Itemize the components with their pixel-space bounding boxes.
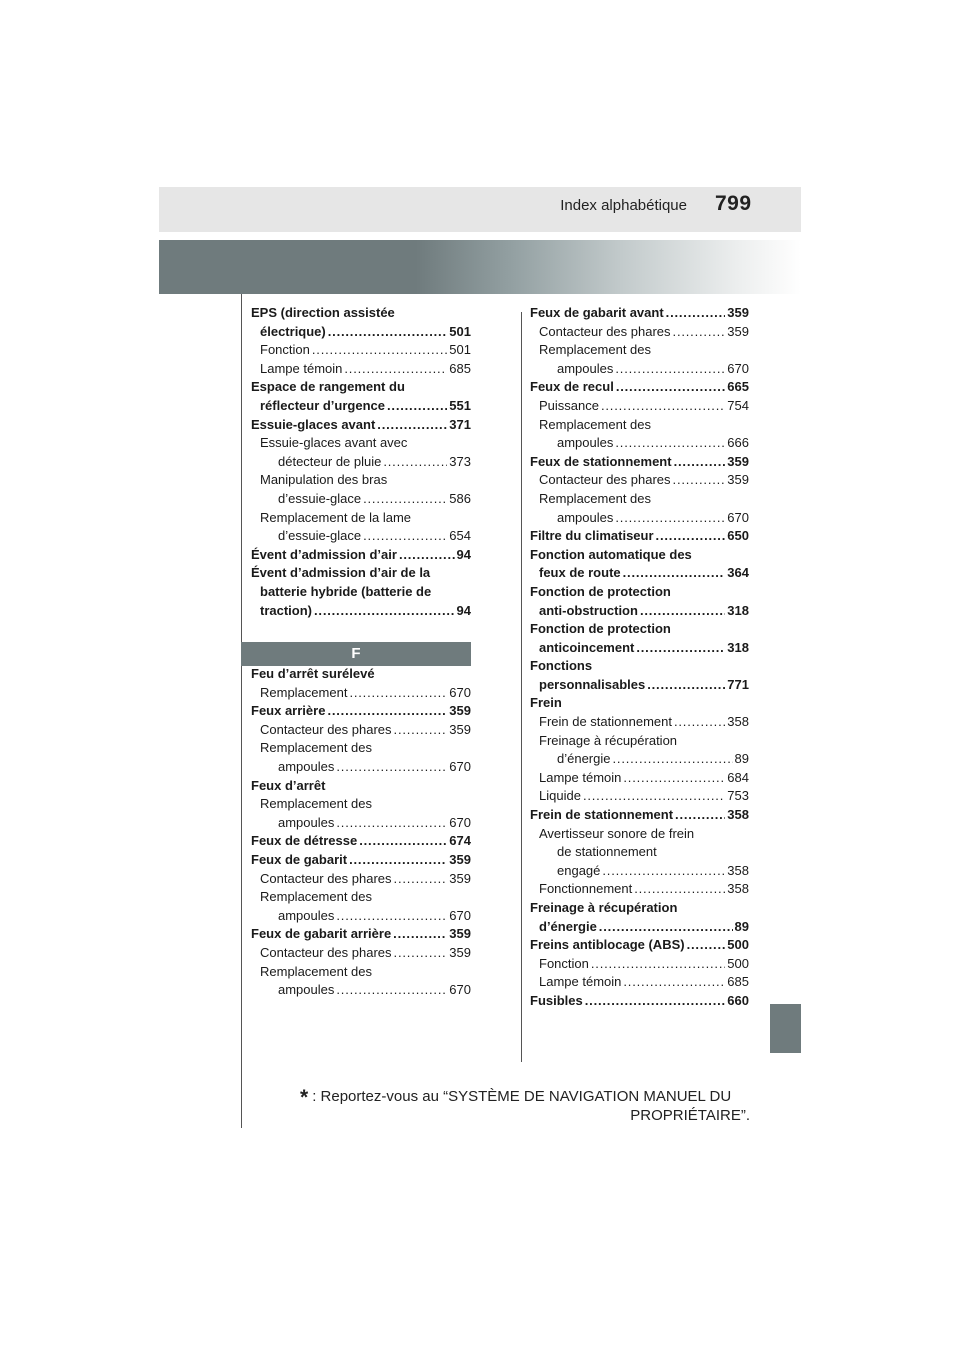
index-entry bbox=[530, 657, 749, 676]
index-entry bbox=[530, 378, 749, 397]
index-entry-term: Lampe témoin bbox=[539, 769, 622, 785]
index-entry-term: d’essuie-glace bbox=[278, 490, 362, 506]
index-entry-term: Remplacement bbox=[260, 684, 348, 700]
index-entry bbox=[530, 694, 749, 713]
index-entry-term: Remplacement de la lame bbox=[260, 509, 412, 525]
index-entry bbox=[530, 955, 749, 974]
index-entry-term: Contacteur des phares bbox=[539, 472, 671, 488]
index-entry-page: 358 bbox=[727, 714, 749, 730]
index-entry-term: Évent d’admission d’air de la bbox=[251, 565, 431, 581]
dot-leader bbox=[636, 639, 725, 658]
index-entry-term: Fusibles bbox=[530, 992, 583, 1008]
index-entry-term: personnalisables bbox=[539, 676, 646, 692]
dot-leader bbox=[666, 304, 726, 323]
index-entry bbox=[530, 360, 749, 379]
index-entry bbox=[530, 918, 749, 937]
dot-leader bbox=[616, 378, 725, 397]
index-entry-page: 771 bbox=[727, 676, 749, 692]
index-entry-term: Essuie-glaces avant avec bbox=[260, 435, 408, 451]
index-entry-term: détecteur de pluie bbox=[278, 453, 382, 469]
index-entry-term: Fonctions bbox=[530, 658, 593, 674]
header-title: Index alphabétique bbox=[560, 197, 687, 214]
index-entry-term: Contacteur des phares bbox=[260, 944, 392, 960]
index-entry-term: Freinage à récupération bbox=[539, 732, 678, 748]
dot-leader bbox=[349, 684, 447, 703]
index-entry-term: Filtre du climatiseur bbox=[530, 528, 654, 544]
index-entry bbox=[530, 434, 749, 453]
index-entry-term: de stationnement bbox=[557, 844, 657, 860]
index-entry bbox=[530, 564, 749, 583]
index-entry-page: 670 bbox=[727, 360, 749, 376]
index-entry-term: Freinage à récupération bbox=[530, 900, 678, 915]
index-entry-term: Liquide bbox=[539, 788, 581, 804]
page-header bbox=[159, 187, 801, 232]
index-entry bbox=[251, 453, 471, 472]
index-entry bbox=[251, 832, 471, 851]
index-column-right bbox=[530, 304, 750, 1011]
index-entry-page: 359 bbox=[449, 703, 471, 719]
index-entry bbox=[251, 777, 471, 796]
index-entry bbox=[251, 527, 471, 546]
index-entry-term: réflecteur d’urgence bbox=[260, 397, 385, 413]
index-entry-term: ampoules bbox=[278, 982, 335, 998]
index-entry-term: Remplacement des bbox=[539, 342, 651, 358]
dot-leader bbox=[399, 546, 455, 565]
dot-leader bbox=[673, 323, 726, 342]
index-entry-page: 373 bbox=[449, 453, 471, 469]
index-entry bbox=[251, 888, 471, 907]
index-entry-page: 670 bbox=[449, 758, 471, 774]
index-entry bbox=[251, 907, 471, 926]
index-entry-page: 371 bbox=[449, 416, 471, 432]
index-entry-page: 501 bbox=[449, 323, 471, 339]
index-entry-page: 670 bbox=[449, 907, 471, 923]
index-entry-term: Fonction bbox=[260, 342, 310, 358]
index-entry-term: ampoules bbox=[557, 360, 614, 376]
header-gradient-band bbox=[159, 240, 801, 294]
index-entry bbox=[530, 936, 749, 955]
left-margin-rule bbox=[241, 294, 242, 1128]
index-entry-term: Fonction de protection bbox=[530, 583, 671, 599]
index-entry bbox=[530, 825, 749, 844]
index-entry-term: Contacteur des phares bbox=[539, 323, 671, 339]
dot-leader bbox=[585, 992, 726, 1011]
index-entry-page: 660 bbox=[727, 992, 749, 1008]
dot-leader bbox=[647, 676, 725, 695]
index-entry bbox=[251, 702, 471, 721]
dot-leader bbox=[640, 602, 725, 621]
page-number: 799 bbox=[715, 192, 752, 215]
index-entry-page: 358 bbox=[727, 862, 749, 878]
index-entry-page: 364 bbox=[727, 565, 749, 581]
index-entry bbox=[251, 509, 471, 528]
index-entry bbox=[251, 583, 471, 602]
index-entry-page: 551 bbox=[449, 397, 471, 413]
index-entry-page: 94 bbox=[456, 602, 471, 618]
index-entry-term: Fonction automatique des bbox=[530, 546, 692, 562]
index-entry-page: 89 bbox=[734, 751, 749, 767]
dot-leader bbox=[673, 471, 726, 490]
dot-leader bbox=[394, 944, 448, 963]
index-entry-term: Feu d’arrêt surélevé bbox=[251, 666, 375, 681]
index-entry bbox=[530, 602, 749, 621]
dot-leader bbox=[336, 907, 447, 926]
index-entry-term: Freins antiblocage (ABS) bbox=[530, 937, 685, 953]
dot-leader bbox=[377, 416, 447, 435]
index-entry bbox=[530, 509, 749, 528]
index-entry-term: Fonctionnement bbox=[539, 881, 633, 897]
dot-leader bbox=[344, 360, 447, 379]
index-entry-page: 359 bbox=[449, 851, 471, 867]
dot-leader bbox=[363, 527, 447, 546]
index-entry bbox=[251, 360, 471, 379]
index-entry-page: 358 bbox=[727, 807, 749, 823]
index-entry-page: 359 bbox=[727, 323, 749, 339]
index-entry bbox=[251, 434, 471, 453]
dot-leader bbox=[615, 360, 725, 379]
dot-leader bbox=[336, 981, 447, 1000]
index-entry-term: Remplacement des bbox=[260, 796, 372, 812]
index-entry-term: Feux de détresse bbox=[251, 833, 358, 849]
dot-leader bbox=[623, 564, 726, 583]
index-entry bbox=[251, 416, 471, 435]
index-entry-term: ampoules bbox=[557, 435, 614, 451]
index-entry-page: 359 bbox=[727, 305, 749, 320]
dot-leader bbox=[591, 955, 725, 974]
index-entry bbox=[530, 639, 749, 658]
index-entry bbox=[530, 304, 749, 323]
index-entry bbox=[530, 899, 749, 918]
footnote-text-1: : Reportez-vous au “SYSTÈME DE NAVIGATION MANUEL DU bbox=[312, 1088, 732, 1105]
index-entry-term: Remplacement des bbox=[539, 490, 651, 506]
index-entry bbox=[530, 416, 749, 435]
index-entry-term: d’énergie bbox=[557, 751, 611, 767]
index-entry bbox=[530, 397, 749, 416]
index-entry bbox=[530, 676, 749, 695]
index-entry-page: 753 bbox=[727, 788, 749, 804]
index-entry bbox=[530, 806, 749, 825]
index-entry-page: 670 bbox=[449, 684, 471, 700]
index-entry-term: Feux de gabarit avant bbox=[530, 305, 664, 320]
dot-leader bbox=[393, 925, 447, 944]
index-entry-page: 318 bbox=[727, 602, 749, 618]
index-entry-page: 500 bbox=[727, 955, 749, 971]
index-entry-term: Feux arrière bbox=[251, 703, 326, 719]
dot-leader bbox=[583, 787, 725, 806]
index-entry bbox=[251, 397, 471, 416]
index-entry-term: Frein de stationnement bbox=[530, 807, 674, 823]
index-entry-page: 359 bbox=[449, 944, 471, 960]
index-entry bbox=[251, 739, 471, 758]
index-entry bbox=[251, 795, 471, 814]
index-entry-term: ampoules bbox=[278, 907, 335, 923]
dot-leader bbox=[615, 434, 725, 453]
index-entry-term: ampoules bbox=[278, 758, 335, 774]
index-entry bbox=[530, 323, 749, 342]
dot-leader bbox=[394, 870, 448, 889]
index-entry bbox=[251, 490, 471, 509]
dot-leader bbox=[363, 490, 447, 509]
index-entry-term: électrique) bbox=[260, 323, 326, 339]
index-entry bbox=[530, 843, 749, 862]
index-entry bbox=[251, 341, 471, 360]
index-entry bbox=[530, 620, 749, 639]
index-entry bbox=[530, 527, 749, 546]
index-entry bbox=[530, 769, 749, 788]
index-entry-term: d’énergie bbox=[539, 918, 597, 934]
index-entry-page: 654 bbox=[449, 528, 471, 544]
dot-leader bbox=[613, 750, 733, 769]
index-entry-page: 94 bbox=[456, 546, 471, 562]
index-column-left-top bbox=[251, 304, 471, 620]
index-entry bbox=[530, 453, 749, 472]
index-entry-page: 684 bbox=[727, 769, 749, 785]
index-entry bbox=[251, 564, 471, 583]
column-divider bbox=[521, 312, 522, 1062]
dot-leader bbox=[383, 453, 447, 472]
index-entry-page: 358 bbox=[727, 881, 749, 897]
index-entry bbox=[251, 602, 471, 621]
index-entry-page: 359 bbox=[449, 926, 471, 942]
index-entry-term: Évent d’admission d’air bbox=[251, 546, 397, 562]
index-entry-term: feux de route bbox=[539, 565, 621, 581]
footnote-marker: * bbox=[300, 1086, 309, 1109]
index-entry bbox=[251, 963, 471, 982]
index-entry-term: engagé bbox=[557, 862, 601, 878]
index-entry-page: 359 bbox=[449, 721, 471, 737]
index-entry-term: traction) bbox=[260, 602, 312, 618]
index-entry-term: Frein de stationnement bbox=[539, 714, 672, 730]
index-entry-page: 586 bbox=[449, 490, 471, 506]
dot-leader bbox=[314, 602, 455, 621]
index-entry-term: Feux de gabarit arrière bbox=[251, 926, 392, 942]
index-entry bbox=[251, 944, 471, 963]
index-entry-term: Remplacement des bbox=[260, 963, 372, 979]
index-entry-term: anti-obstruction bbox=[539, 602, 638, 618]
index-entry bbox=[251, 981, 471, 1000]
index-entry-page: 501 bbox=[449, 342, 471, 358]
dot-leader bbox=[687, 936, 726, 955]
index-entry-term: Manipulation des bras bbox=[260, 472, 388, 488]
index-entry bbox=[251, 378, 471, 397]
index-entry-page: 359 bbox=[727, 472, 749, 488]
dot-leader bbox=[312, 341, 447, 360]
index-entry-page: 318 bbox=[727, 639, 749, 655]
index-entry bbox=[251, 758, 471, 777]
dot-leader bbox=[602, 862, 725, 881]
index-entry-page: 359 bbox=[449, 870, 471, 886]
index-entry-term: Remplacement des bbox=[260, 889, 372, 905]
index-entry bbox=[530, 732, 749, 751]
chapter-side-tab bbox=[770, 1004, 801, 1053]
dot-leader bbox=[599, 918, 733, 937]
index-entry-term: Contacteur des phares bbox=[260, 870, 392, 886]
index-entry bbox=[530, 787, 749, 806]
index-entry bbox=[530, 583, 749, 602]
index-entry-term: Avertisseur sonore de frein bbox=[539, 825, 695, 841]
index-entry-term: Lampe témoin bbox=[539, 974, 622, 990]
index-entry-page: 665 bbox=[727, 379, 749, 395]
dot-leader bbox=[394, 721, 448, 740]
index-entry bbox=[251, 851, 471, 870]
dot-leader bbox=[623, 973, 725, 992]
index-entry-term: Remplacement des bbox=[260, 740, 372, 756]
index-entry-page: 89 bbox=[734, 918, 749, 934]
index-entry-page: 670 bbox=[449, 982, 471, 998]
index-entry-term: Feux de recul bbox=[530, 379, 614, 395]
index-entry bbox=[530, 973, 749, 992]
index-entry-term: Feux d’arrêt bbox=[251, 777, 326, 793]
index-entry-term: EPS (direction assistée bbox=[251, 305, 395, 320]
index-entry bbox=[530, 490, 749, 509]
index-entry-page: 500 bbox=[727, 937, 749, 953]
index-entry-term: Feux de stationnement bbox=[530, 453, 672, 469]
dot-leader bbox=[675, 806, 725, 825]
index-entry-term: Fonction de protection bbox=[530, 621, 671, 637]
index-entry-page: 674 bbox=[449, 833, 471, 849]
index-entry-term: Remplacement des bbox=[539, 416, 651, 432]
index-entry bbox=[530, 862, 749, 881]
dot-leader bbox=[601, 397, 725, 416]
index-entry bbox=[530, 471, 749, 490]
index-entry bbox=[530, 880, 749, 899]
index-entry bbox=[530, 341, 749, 360]
index-entry-term: Lampe témoin bbox=[260, 360, 343, 376]
index-entry-page: 670 bbox=[449, 814, 471, 830]
index-entry bbox=[530, 992, 749, 1011]
dot-leader bbox=[674, 713, 725, 732]
index-entry-page: 666 bbox=[727, 435, 749, 451]
index-entry-term: anticoincement bbox=[539, 639, 635, 655]
index-entry bbox=[251, 665, 471, 684]
index-entry-term: Feux de gabarit bbox=[251, 851, 348, 867]
index-column-left-bottom bbox=[251, 665, 471, 1000]
index-entry-term: d’essuie-glace bbox=[278, 528, 362, 544]
index-entry-term: Essuie-glaces avant bbox=[251, 416, 376, 432]
dot-leader bbox=[336, 758, 447, 777]
index-entry bbox=[251, 925, 471, 944]
section-letter-bar: F bbox=[241, 642, 471, 666]
dot-leader bbox=[634, 880, 725, 899]
dot-leader bbox=[327, 702, 447, 721]
index-entry-page: 359 bbox=[727, 453, 749, 469]
index-entry-page: 754 bbox=[727, 397, 749, 413]
index-entry bbox=[251, 304, 471, 323]
index-entry bbox=[251, 814, 471, 833]
index-entry-term: Fonction bbox=[539, 955, 589, 971]
index-entry-term: Frein bbox=[530, 695, 562, 711]
dot-leader bbox=[656, 527, 726, 546]
index-entry bbox=[530, 546, 749, 565]
index-entry bbox=[251, 323, 471, 342]
index-entry-page: 685 bbox=[449, 360, 471, 376]
index-entry-term: batterie hybride (batterie de bbox=[260, 583, 432, 599]
dot-leader bbox=[336, 814, 447, 833]
dot-leader bbox=[387, 397, 447, 416]
dot-leader bbox=[359, 832, 447, 851]
index-entry-term: Puissance bbox=[539, 397, 599, 413]
index-entry bbox=[251, 684, 471, 703]
index-entry-term: ampoules bbox=[278, 814, 335, 830]
index-entry-term: ampoules bbox=[557, 509, 614, 525]
index-entry-page: 685 bbox=[727, 974, 749, 990]
index-entry bbox=[251, 471, 471, 490]
index-entry-page: 650 bbox=[727, 528, 749, 544]
dot-leader bbox=[623, 769, 725, 788]
index-entry-page: 670 bbox=[727, 509, 749, 525]
index-entry bbox=[251, 546, 471, 565]
footnote-line-2: PROPRIÉTAIRE”. bbox=[630, 1107, 750, 1124]
dot-leader bbox=[349, 851, 447, 870]
index-entry bbox=[251, 870, 471, 889]
index-entry bbox=[530, 750, 749, 769]
index-entry bbox=[530, 713, 749, 732]
index-entry bbox=[251, 721, 471, 740]
index-entry-term: Contacteur des phares bbox=[260, 721, 392, 737]
dot-leader bbox=[674, 453, 726, 472]
dot-leader bbox=[615, 509, 725, 528]
index-entry-term: Espace de rangement du bbox=[251, 379, 405, 395]
dot-leader bbox=[328, 323, 448, 342]
